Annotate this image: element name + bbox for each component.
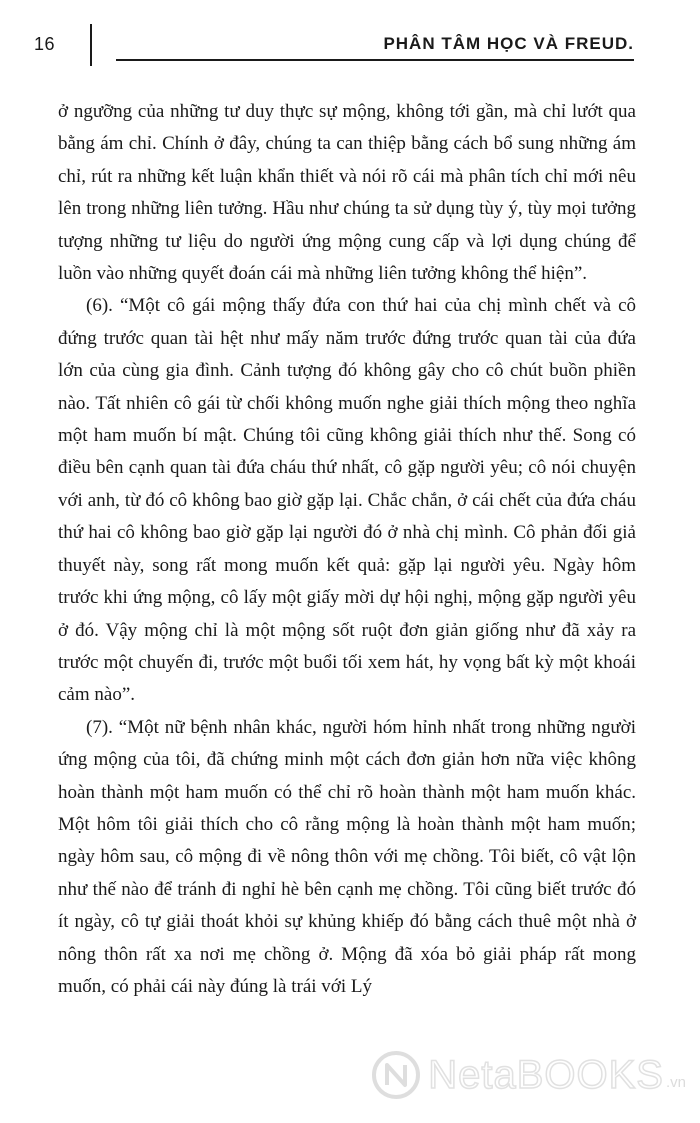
page-header bbox=[0, 0, 700, 70]
watermark-suffix: .vn bbox=[665, 1074, 686, 1091]
watermark bbox=[370, 1049, 686, 1101]
running-title: PHÂN TÂM HỌC VÀ FREUD. bbox=[383, 34, 634, 53]
paragraph-1: ở ngưỡng của những tư duy thực sự mộng, không tới gần, mà chỉ lướt qua bằng ám chỉ. Chính ở đây, chúng ta can thiệp bằng cách bổ sung những ám chỉ, rút ra những kết luận khẩn thiết và nói rõ cái mà phân tích chỉ mới nêu lên trong những liên tưởng. Hầu như chúng ta sử dụng tùy ý, tùy mọi tưởng tượng những tư liệu do người ứng mộng cung cấp và lợi dụng chúng để luồn vào những quyết đoán cái mà những liên tưởng không thể hiện”. bbox=[58, 101, 636, 285]
netabooks-logo-icon bbox=[370, 1049, 422, 1101]
body-text bbox=[58, 96, 636, 1003]
paragraph-3: (7). “Một nữ bệnh nhân khác, người hóm hỉnh nhất trong những người ứng mộng của tôi, đã chứng minh một cách đơn giản hơn nữa việc không hoàn thành một ham muốn có thể chỉ rõ hoàn thành một ham muốn khác. Một hôm tôi giải thích cho cô rằng mộng là hoàn thành một ham muốn; ngày hôm sau, cô mộng đi về nông thôn với mẹ chồng. Tôi biết, cô vật lộn như thế nào để tránh đi nghỉ hè bên cạnh mẹ chồng. Tôi cũng biết trước đó ít ngày, cô tự giải thoát khỏi sự khủng khiếp đó bằng cách thuê một nhà ở nông thôn rất xa nơi mẹ chồng ở. Mộng đã xóa bỏ giải pháp rất mong muốn, có phải cái này đúng là trái với Lý bbox=[58, 716, 636, 997]
paragraph-2: (6). “Một cô gái mộng thấy đứa con thứ hai của chị mình chết và cô đứng trước quan tài hệt như mấy năm trước đứng trước quan tài của đứa lớn của cùng gia đình. Cảnh tượng đó không gây cho cô chút buồn phiền nào. Tất nhiên cô gái từ chối không muốn nghe giải thích mộng theo nghĩa một ham muốn bí mật. Chúng tôi cũng không giải thích như thế. Song có điều bên cạnh quan tài đứa cháu thứ nhất, cô gặp người yêu; cô nói chuyện với anh, từ đó cô không bao giờ gặp lại. Chắc chắn, ở cái chết của đứa cháu thứ hai cô không bao giờ gặp lại người đó ở nhà chị mình. Cô phản đối giả thuyết này, song rất mong muốn kết quả: gặp lại người yêu. Ngày hôm trước khi ứng mộng, cô lấy một giấy mời dự hội nghị, mộng gặp người yêu ở đó. Vậy mộng chỉ là một mộng sốt ruột đơn giản giống như đã xảy ra trước một chuyến đi, trước một buổi tối xem hát, hy vọng bất kỳ một khoái cảm nào”. bbox=[58, 295, 636, 706]
header-rule bbox=[116, 59, 634, 61]
page-number: 16 bbox=[34, 34, 56, 54]
header-vertical-divider bbox=[90, 24, 92, 66]
watermark-brand: NetaBOOKS bbox=[428, 1052, 664, 1097]
